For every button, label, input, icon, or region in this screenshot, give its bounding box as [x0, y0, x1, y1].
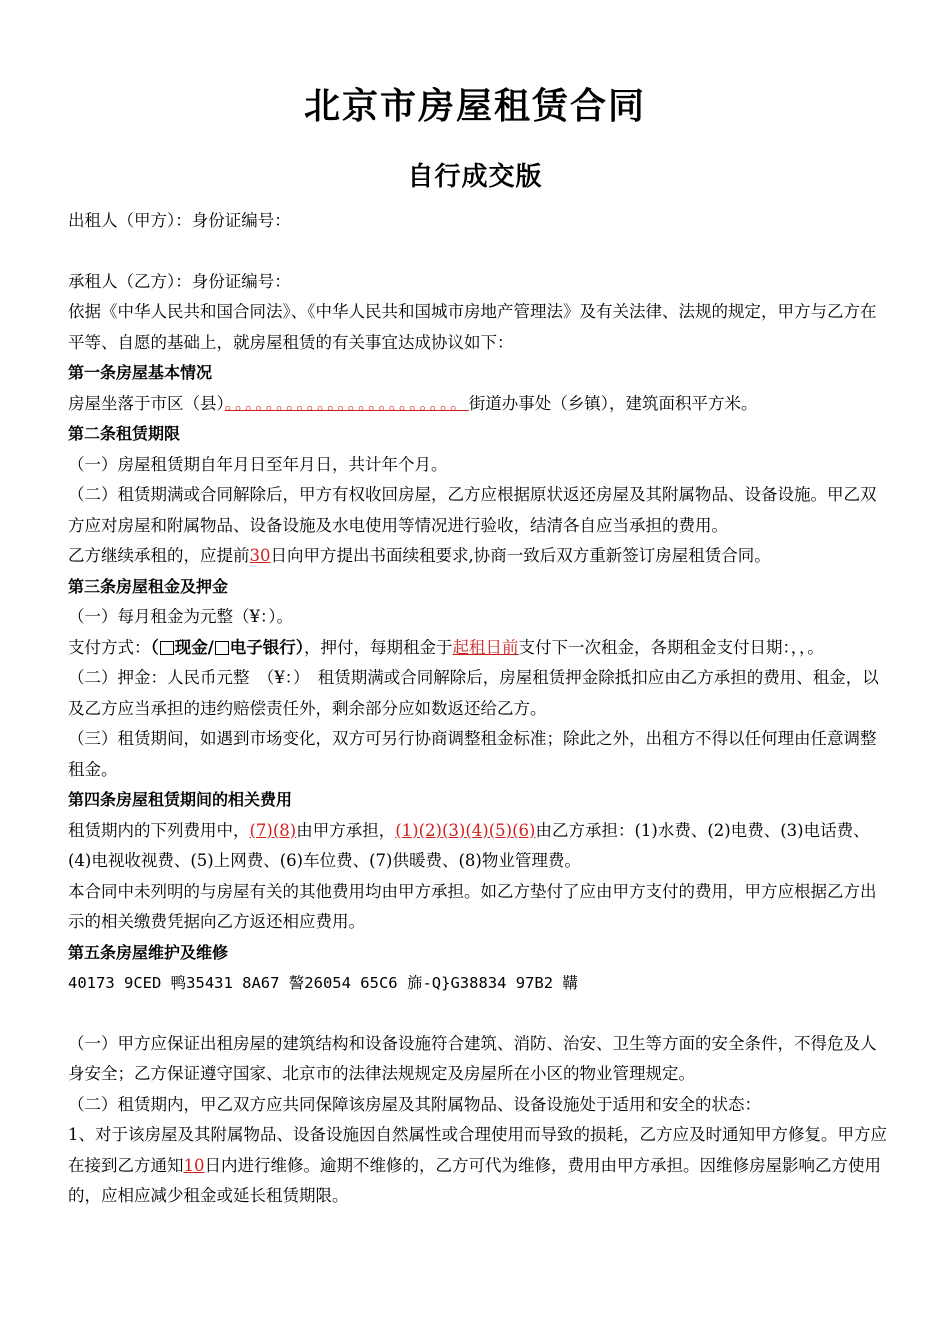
- document-title: 北京市房屋租赁合同: [303, 86, 646, 127]
- payment-bank-label: 电子银行）: [229, 637, 305, 657]
- renewal-pre: 乙方继续承租的，应提前: [68, 546, 250, 565]
- renewal-post: 日向甲方提出书面续租要求,协商一致后双方重新签订房屋租赁合同。: [270, 546, 771, 565]
- article-3-adjustment: （三）租赁期间，如遇到市场变化，双方可另行协商调整租金标准；除此之外，出租方不得以任何理由任意调整租金。: [68, 729, 877, 779]
- lessor-line: 出租人（甲方）：身份证编号：: [68, 211, 291, 230]
- contract-body: [68, 206, 890, 1212]
- fees-lessor-items: (7)(8): [249, 820, 297, 840]
- renewal-days: 30: [249, 546, 271, 565]
- article-5-clause-2: （二）租赁期内，甲乙双方应共同保障该房屋及其附属物品、设备设施处于适用和安全的状态：: [68, 1094, 761, 1114]
- article-5-clause-3: [68, 1120, 890, 1212]
- payment-cash-label: 现金/: [174, 637, 214, 657]
- article-2-clause-1: （一）房屋租赁期自年月日至年月日，共计年个月。: [68, 454, 448, 474]
- location-blank: 。。。。。。。。。。。。。。。。。。。。。。。: [224, 393, 469, 413]
- checkbox-bank[interactable]: [215, 641, 229, 655]
- checkbox-cash[interactable]: [160, 641, 174, 655]
- payment-mid: ，押付，每期租金于: [304, 637, 453, 657]
- location-post: 街道办事处（乡镇），建筑面积平方米。: [468, 393, 758, 413]
- article-3-deposit: （二）押金：人民币元整 （¥：） 租赁期满或合同解除后，房屋租赁押金除抵扣应由乙方承担的费用、租金，以及乙方应当承担的违约赔偿责任外，剩余部分应如数返还给乙方。: [68, 668, 879, 718]
- article-4-fees: [68, 816, 890, 877]
- repair-days: 10: [183, 1155, 205, 1175]
- fees-pre: 租赁期内的下列费用中，: [68, 820, 250, 840]
- article-3-clause-1: （一）每月租金为元整（¥：）。: [68, 607, 293, 626]
- article-2-renewal: [68, 541, 890, 572]
- article-1-heading: 第一条房屋基本情况: [68, 363, 213, 382]
- fees-lessee-items: (1)(2)(3)(4)(5)(6): [395, 820, 536, 840]
- location-pre: 房屋坐落于市区（县）: [68, 393, 225, 413]
- payment-post: 支付下一次租金，各期租金支付日期：，，。: [518, 637, 824, 657]
- payment-date: 起租日前: [452, 637, 519, 657]
- article-4-heading: 第四条房屋租赁期间的相关费用: [68, 790, 293, 809]
- repair-post: 日内进行维修。逾期不维修的，乙方可代为维修，费用由甲方承担。因维修房屋影响乙方使用的，应相应减少租金或延长租赁期限。: [68, 1155, 881, 1205]
- article-4-other-fees: 本合同中未列明的与房屋有关的其他费用均由甲方承担。如乙方垫付了应由甲方支付的费用，甲方应根据乙方出示的相关缴费凭据向乙方返还相应费用。: [68, 881, 877, 931]
- document-subtitle: 自行成交版: [407, 162, 543, 192]
- lessee-line: 承租人（乙方）：身份证编号：: [68, 271, 291, 291]
- article-1-location: [68, 389, 890, 420]
- article-5-heading: 第五条房屋维护及维修: [68, 942, 229, 962]
- garbled-line: 40173 9CED 鸭35431 8A67 謷26054 65C6 旆-Q}G38834 97B2 鞲: [68, 974, 578, 992]
- article-2-clause-2: （二）租赁期满或合同解除后，甲方有权收回房屋，乙方应根据原状返还房屋及其附属物品、设备设施。甲乙双方应对房屋和附属物品、设备设施及水电使用等情况进行验收，结清各自应当承担的费用。: [68, 485, 877, 535]
- intro-paragraph: 依据《中华人民共和国合同法》、《中华人民共和国城市房地产管理法》及有关法律、法规的规定，甲方与乙方在平等、自愿的基础上，就房屋租赁的有关事宜达成协议如下：: [68, 302, 877, 352]
- article-3-heading: 第三条房屋租金及押金: [68, 576, 229, 596]
- payment-open-paren: （: [150, 637, 159, 657]
- fees-mid: 由甲方承担，: [296, 820, 396, 840]
- fees-post: 由乙方承担：(1)水费、(2)电费、(3)电话费、(4)电视收视费、(5)上网费、(6)车位费、(7)供暖费、(8)物业管理费。: [68, 820, 870, 870]
- repair-pre: 1、对于该房屋及其附属物品、设备设施因自然属性或合理使用而导致的损耗，乙方应及时通知甲方修复。甲方应在接到乙方通知: [68, 1125, 887, 1175]
- payment-method: [68, 633, 890, 664]
- payment-label: 支付方式：: [68, 637, 151, 657]
- article-5-clause-1: （一）甲方应保证出租房屋的建筑结构和设备设施符合建筑、消防、治安、卫生等方面的安全条件，不得危及人身安全；乙方保证遵守国家、北京市的法律法规规定及房屋所在小区的物业管理规定。: [68, 1033, 877, 1083]
- article-2-heading: 第二条租赁期限: [68, 424, 181, 443]
